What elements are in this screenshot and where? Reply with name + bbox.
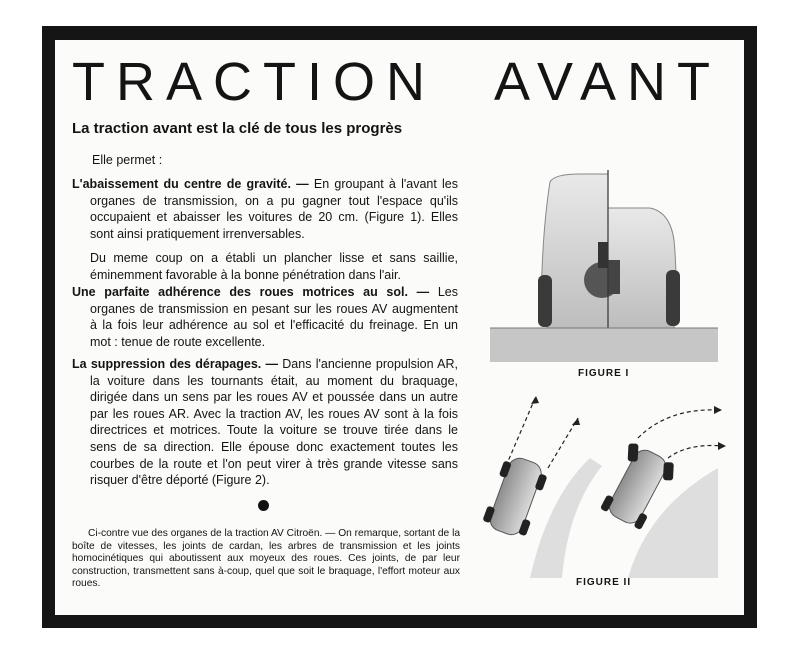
figure-2-illustration bbox=[478, 388, 738, 578]
section-heading: Une parfaite adhérence des roues motrices au sol. — bbox=[72, 285, 430, 299]
section-adherence bbox=[72, 284, 458, 350]
ground-shading bbox=[490, 328, 718, 362]
figure-2-label: FIGURE II bbox=[576, 577, 632, 588]
arrow-heads bbox=[531, 396, 726, 450]
caption-paragraph: Ci-contre vue des organes de la traction AV Citroën. — On remarque, sortant de la boîte de vitesses, les joints de cardan, les arbres de transmission et les joints homocinétiques qui aboutissent aux moyeux des roues. Ces joints, de par leur construction, transmettent sans à-coup, quel que soit le braquage, l'effort moteur aux roues. bbox=[72, 528, 460, 590]
bullet-dot bbox=[258, 500, 269, 511]
section-skid bbox=[72, 356, 458, 489]
figure-1-label: FIGURE I bbox=[578, 368, 630, 379]
section-body: En groupant à l'avant les organes de transmission, on a pu gagner tout l'espace qu'ils occupaient et abaisser les voitures de 20 cm. (Figure 1). Elles sont ainsi pratiquement irrenversables. bbox=[90, 177, 458, 241]
section-body: Les organes de transmission en pesant sur les roues AV augmentent à la fois leur adhérence au sol et l'efficacité du freinage. En un mot : tenue de route excellente. bbox=[90, 285, 458, 349]
intro-text: Elle permet : bbox=[92, 153, 163, 167]
section-gravity bbox=[72, 176, 458, 284]
section-body: Dans l'ancienne propulsion AR, la voiture dans les tournants était, au moment du braquage, dirigée dans un sens par les roues AV et poussée dans un autre par les roues AR. Avec la traction AV, les roues AV sont à la fois directrices et motrices. Toute la voiture se trouve tirée dans le sens de sa direction. Elle épouse donc exactement toutes les courbes de la route et l'on peut virer à très grande vitesse sans risquer d'être déporté (Figure 2). bbox=[90, 357, 458, 488]
title-word-avant: AVANT bbox=[494, 52, 722, 112]
section-heading: La suppression des dérapages. — bbox=[72, 357, 279, 371]
figure-1-illustration bbox=[490, 160, 730, 360]
title-word-traction: TRACTION bbox=[72, 52, 436, 112]
rear-drive-car bbox=[481, 453, 550, 540]
page-title bbox=[62, 52, 742, 112]
subtitle: La traction avant est la clé de tous les progrès bbox=[72, 120, 403, 137]
trajectory-arrows bbox=[506, 396, 723, 468]
section-extra: Du meme coup on a établi un plancher lisse et sans saillie, éminemment favorable à la bonne pénétration dans l'air. bbox=[90, 251, 458, 282]
caption-text bbox=[72, 528, 460, 591]
tall-car-drawing bbox=[538, 174, 608, 330]
section-heading: L'abaissement du centre de gravité. — bbox=[72, 177, 309, 191]
